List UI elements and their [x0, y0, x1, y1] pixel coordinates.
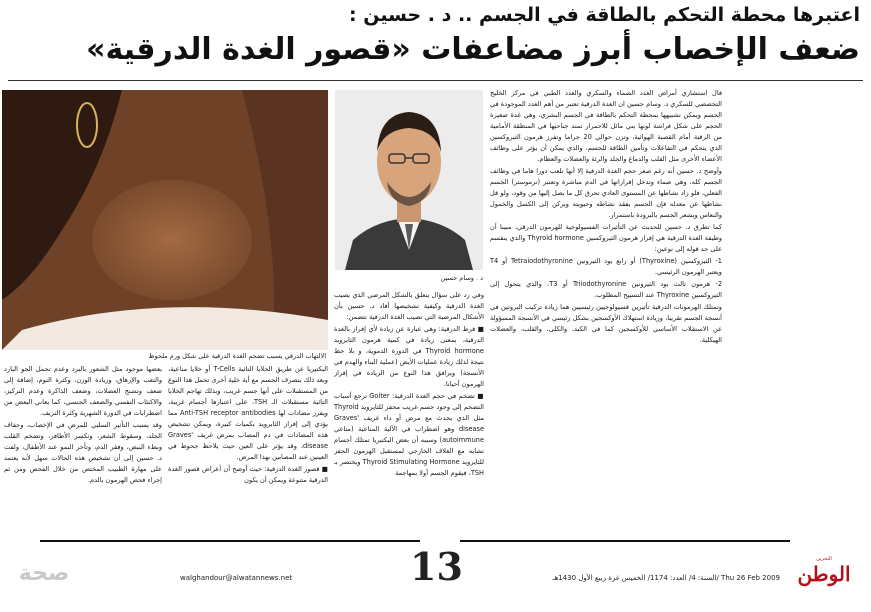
col1-paragraph: وأوضح د. حسين أنه رغم صغر حجم الغدة الدرقية إلا أنها تلعب دورا هاما في وظائف الجسم كله، وهي صماء وتدخل إفرازاتها في الدم مباشرة وتعتبر (ترموستر) الجسم الفعلي، فلو زاد نشاطها عن المستوى العادي تحرق كل ما يصل إليها من وقود، ولو قل نشاطها عن معدله فإن الجسم يفقد نشاطه وحيويته ويركن إلى الكسل والخمول والنعاس ويشعر الجسم بالبرودة باستمرار.: [490, 167, 722, 219]
col3-paragraph: البكتيريا عن طريق الخلايا التائية T-Cells أو خلايا مناعية، وبعد ذلك يتصرف الجسم مع أية خلية أخرى تحمل هذا النوع من المستقبلات على أنها جسم غريب، وبذلك تهاجم الخلايا التائية مستقبلات الـ TSH، على اعتبارها أجسام غريبة، ويفرز مضادات لها Anti-TSH receptor antibodies مما يؤدي إلى إفراز الثايرويد بكميات كبيرة، ويمكن تشخيص هذه المضادات في دم المصاب بمرض غريف Graves' disease، وقد يؤثر على العين حيث يلاحظ جحوظ في العينين عند المصابين بهذا المرض.: [168, 365, 328, 461]
col1-paragraph: كما تطرق د. حسين للحديث عن التأثيرات الفسيولوجية للهرمون الدرقي، مبينا أن وظيفة الغدة الدرقية هي إفراز هرمون الثيروكسين Thyroid hormone والذي ينقسم على حد قوله إلى نوعين:: [490, 223, 722, 253]
thyroid-neck-photo: [2, 90, 328, 350]
footer-rule-right: [460, 540, 790, 542]
author-email[interactable]: walghandour@alwatannews.net: [180, 574, 293, 582]
portrait-caption: د . وسام حسين: [440, 274, 483, 282]
portrait-illustration: [335, 90, 483, 270]
issue-info: السنة: 4/ العدد: 1174/ الخميس غرة ربيع الأول 1430هـ/ Thu 26 Feb 2009: [552, 574, 780, 582]
col2-paragraph: ■ تضخم في حجم الغدة الدرقية: Goiter ترجع أسباب التضخم إلى وجود جسم غريب محفز للثايرويد Thyroid مثل الذي يحدث مع مرض أو داء غريف Graves' disease وهو اضطراب في الآلية المناعية (مناعي autoimmune) وسببه أن بعض البكتيريا تمتلك أجسام تشابه مع الغلاف الخارجي لمستقبل الهرمون الحفز للثايرويد Thyroid Stimulating Hormone ويختصر بـ TSH، فيقوم الجسم أولا بمهاجمة: [334, 392, 484, 477]
col3-paragraph: ■ قصور الغدة الدرقية: حيث أوضح أن أعراض قصور الغدة الدرقية متنوعة ويمكن أن يكون: [168, 465, 328, 484]
portrait-photo: [335, 90, 483, 270]
col1-paragraph: وتمتلك الهرمونات الدرقية تأثيرين فسيولوجيين رئيسيين هما زيادة تركيب البروتين في أنسجة الجسم تقريبا، وزيادة استهلاك الأوكسجين بشكل رئيسي في الأنسجة المسؤولة عن الاستقلاب الأساسي للأوكسجين كما في الكبد، والكلى، والقلب، والعضلات الهيكلية.: [490, 303, 722, 344]
article-column-2: [334, 290, 484, 528]
col1-paragraph: 2- هرمون ثالث يود الثيرونين Triiodothyronine أو T3، والذي يتحول إلى الثيروكسين Thyroxine عند التسبيح المطلوب.: [490, 280, 722, 299]
section-name: صحة: [18, 561, 70, 586]
footer-rule-left: [40, 540, 420, 542]
article-column-1: [490, 88, 722, 528]
neck-illustration: [2, 90, 328, 350]
article-headline: ضعف الإخصاب أبرز مضاعفات «قصور الغدة الدرقية»: [86, 32, 860, 67]
article-column-4: [4, 364, 162, 528]
neck-photo-caption: الالتهاب الدرقي يسبب تضخم الغدة الدرقية على شكل ورم ملحوظ: [148, 352, 326, 360]
header-divider: [8, 80, 863, 81]
col1-paragraph: قال استشاري أمراض الغدد الصماء والسكري والغدد الطبي في مركز الخليج التخصصي للسكري د. وسام حسين ان الغدة الدرقية تعتبر من أهم الغدد الموجودة في الجسم ويمكن تشبيهها بمحطة التحكم بالطاقة في الجسم البشري، وهي غدة صغيرة الحجم على شكل فراشة لونها بني مائل للاحمرار تمتد جناحيها في المنطقة الأمامية من الرقبة أمام القصبة الهوائية، وتزن حوالي 20 جراما وتفرز هرمون الثيروكسين الذي يتحكم في التفاعلات وتأمين الطاقة للجسم، والذي يمكن أن يؤثر على وظائف الأعضاء الأخرى مثل القلب والدماغ والجلد والرئة والعضلات والعظام.: [490, 89, 722, 163]
article-kicker: اعتبرها محطة التحكم بالطاقة في الجسم .. د . حسين :: [349, 4, 860, 26]
col4-paragraph: بعضها موجود مثل الشعور بالبرد وعدم تحمل الجو البارد والتعب والإرهاق، وزيادة الوزن، وكثرة النوم، إضافة إلى ضعف وتشنج العضلات، وضعف الذاكرة وعدم التركيز، والاكتئاب النفسي والضعف الجنسي، كما يعاني البعض من اضطرابات في الدورة الشهرية وكثرة النزيف.: [4, 365, 162, 417]
col2-paragraph: ■ فرط الدرقية: وهي عبارة عن زيادة لأي إفراز بالغدة الدرقية، بمعنى زيادة في كمية هرمون الثايرويد Thyroid hormone في الدورة الدموية، و بلا حظ نتيجة لذلك زيادة عمليات الأيض (عملية البناء والهدم في الأنسجة) ويرافق هذا النوع من الزيادة في إفراز الهرمون أحيانا.: [334, 325, 484, 388]
article-column-3: [168, 364, 328, 528]
col2-paragraph: وفي رد على سؤال يتعلق بالشكل المرضي الذي يصيب الغدة الدرقية وكيفية تشخيصها أفاد د. حسين بأن الأشكال المرضية التي تصيب الغدة الدرقية تتضمن:: [334, 291, 484, 321]
logo-text: الوطن: [797, 562, 851, 586]
page-number: 13: [410, 544, 463, 589]
logo-subtitle: البحرين: [816, 556, 832, 562]
newspaper-logo: [790, 556, 858, 592]
col4-paragraph: وقد يسبب التأثير السلبي للمرض في الإخصاب، وجفاف الجلد، وسقوط الشعر، وتكسر الأظافر، وتضخم القلب وبطء النبض، وفقر الدم، وتأخر النمو عند الأطفال، ولفت د. حسين إلى أن تشخيص هذه الحالات سهل لأنه يعتمد على مهارة الطبيب المختص من خلال الفحص ومن ثم إجراء فحص الهرمون بالدم.: [4, 421, 162, 484]
col1-paragraph: 1- الثيروكسين (Thyroxine) أو رابع يود الثيرونين Tetraiodothyronine أو T4 ويعتبر الهرمون الرئيسي.: [490, 257, 722, 276]
